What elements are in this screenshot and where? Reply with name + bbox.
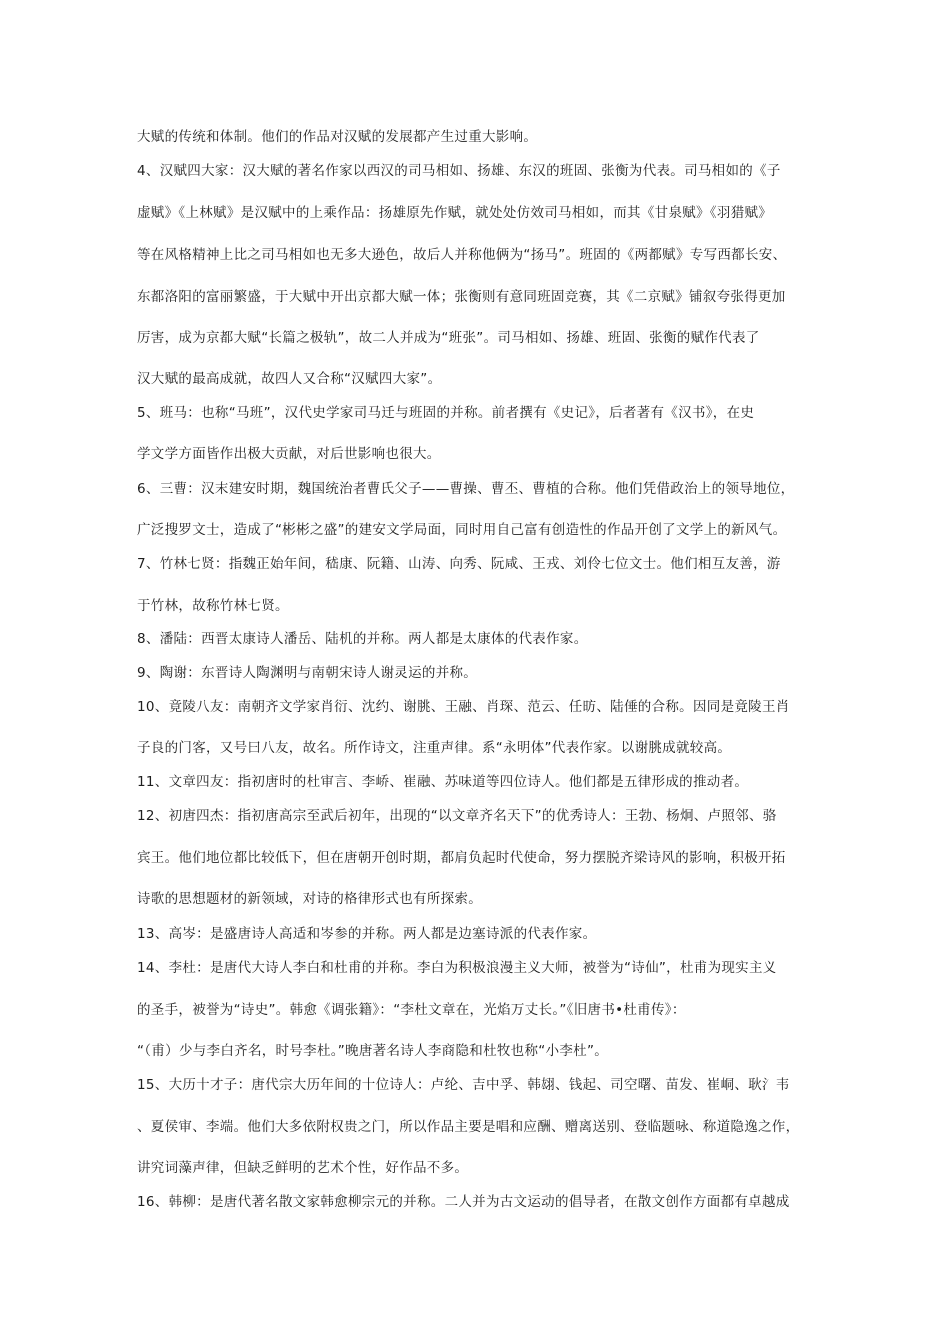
text-line: 讲究词藻声律，但缺乏鲜明的艺术个性，好作品不多。 — [137, 1160, 469, 1176]
text-line: 厉害，成为京都大赋“长篇之极轨”，故二人并成为“班张”。司马相如、扬雄、班固、张衡的赋作代表了 — [137, 330, 760, 346]
text-line: 13、高岑：是盛唐诗人高适和岑参的并称。两人都是边塞诗派的代表作家。 — [137, 926, 597, 942]
text-line: “（甫）少与李白齐名，时号李杜。”晚唐著名诗人李商隐和杜牧也称“小李杜”。 — [137, 1043, 609, 1059]
text-line: 16、韩柳：是唐代著名散文家韩愈柳宗元的并称。二人并为古文运动的倡导者，在散文创作方面都有卓越成 — [137, 1194, 790, 1210]
text-line: 5、班马：也称“马班”，汉代史学家司马迁与班固的并称。前者撰有《史记》，后者著有《汉书》，在史 — [137, 405, 755, 421]
text-line: 12、初唐四杰：指初唐高宗至武后初年，出现的“以文章齐名天下”的优秀诗人：王勃、杨炯、卢照邻、骆 — [137, 808, 777, 824]
text-line: 11、文章四友：指初唐时的杜审言、李峤、崔融、苏味道等四位诗人。他们都是五律形成的推动者。 — [137, 774, 749, 790]
text-line: 大赋的传统和体制。他们的作品对汉赋的发展都产生过重大影响。 — [137, 129, 538, 145]
text-line: 4、汉赋四大家：汉大赋的著名作家以西汉的司马相如、扬雄、东汉的班固、张衡为代表。司马相如的《子 — [137, 163, 781, 179]
text-line: 东都洛阳的富丽繁盛，于大赋中开出京都大赋一体；张衡则有意同班固竞赛，其《二京赋》铺叙夸张得更加 — [137, 289, 786, 305]
text-line: 9、陶谢：东晋诗人陶渊明与南朝宋诗人谢灵运的并称。 — [137, 665, 478, 681]
text-line: 宾王。他们地位都比较低下，但在唐朝开创时期，都肩负起时代使命，努力摆脱齐梁诗风的影响，积极开拓 — [137, 850, 786, 866]
text-line: 8、潘陆：西晋太康诗人潘岳、陆机的并称。两人都是太康体的代表作家。 — [137, 631, 588, 647]
text-line: 虚赋》《上林赋》是汉赋中的上乘作品：扬雄原先作赋，就处处仿效司马相如，而其《甘泉赋》《羽猎赋》 — [137, 205, 773, 221]
text-line: 于竹林，故称竹林七贤。 — [137, 598, 289, 614]
text-line: 学文学方面皆作出极大贡献，对后世影响也很大。 — [137, 446, 441, 462]
text-line: 、夏侯审、李端。他们大多依附权贵之门，所以作品主要是唱和应酬、赠离送别、登临题咏、称道隐逸之作， — [137, 1119, 800, 1135]
text-line: 10、竟陵八友：南朝齐文学家肖衍、沈约、谢朓、王融、肖琛、范云、任昉、陆倕的合称。因同是竟陵王肖 — [137, 699, 790, 715]
text-line: 7、竹林七贤：指魏正始年间，嵇康、阮籍、山涛、向秀、阮咸、王戎、刘伶七位文士。他们相互友善，游 — [137, 556, 781, 572]
text-line: 广泛搜罗文士，造成了“彬彬之盛”的建安文学局面，同时用自己富有创造性的作品开创了文学上的新风气。 — [137, 522, 787, 538]
text-line: 6、三曹：汉末建安时期，魏国统治者曹氏父子——曹操、曹丕、曹植的合称。他们凭借政治上的领导地位， — [137, 481, 795, 497]
text-line: 汉大赋的最高成就，故四人又合称“汉赋四大家”。 — [137, 371, 442, 387]
text-line: 14、李杜：是唐代大诗人李白和杜甫的并称。李白为积极浪漫主义大师，被誉为“诗仙”，杜甫为现实主义 — [137, 960, 777, 976]
text-line: 等在风格精神上比之司马相如也无多大逊色，故后人并称他俩为“扬马”。班固的《两都赋》专写西都长安、 — [137, 247, 787, 263]
text-line: 15、大历十才子：唐代宗大历年间的十位诗人：卢纶、吉中孚、韩翃、钱起、司空曙、苗发、崔峒、耿氵韦 — [137, 1077, 790, 1093]
text-line: 诗歌的思想题材的新领域，对诗的格律形式也有所探索。 — [137, 891, 482, 907]
text-line: 的圣手，被誉为“诗史”。韩愈《调张籍》：“李杜文章在，光焰万丈长。”《旧唐书•杜甫传》： — [137, 1002, 686, 1018]
text-line: 子良的门客，又号曰八友，故名。所作诗文，注重声律。系“永明体”代表作家。以谢朓成就较高。 — [137, 740, 732, 756]
